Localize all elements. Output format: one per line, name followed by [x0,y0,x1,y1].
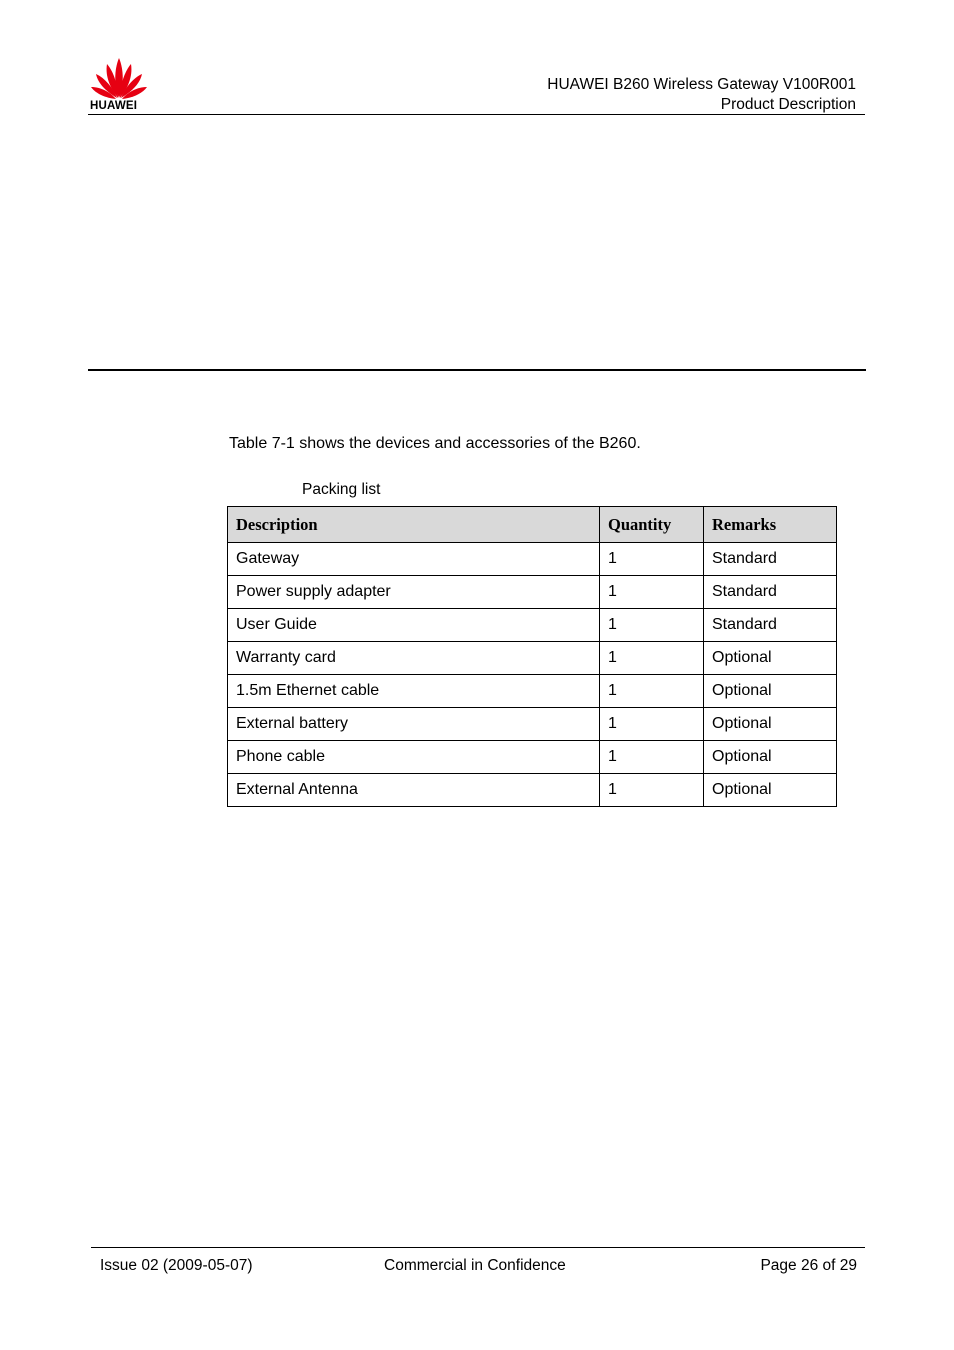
cell-remarks: Optional [704,675,837,708]
cell-quantity: 1 [600,609,704,642]
cell-quantity: 1 [600,642,704,675]
cell-description: Gateway [228,543,600,576]
table-row [228,543,837,576]
table-row [228,675,837,708]
cell-description: Warranty card [228,642,600,675]
header-divider [88,114,865,115]
cell-quantity: 1 [600,543,704,576]
cell-quantity: 1 [600,741,704,774]
cell-description: External battery [228,708,600,741]
cell-quantity: 1 [600,708,704,741]
table-row [228,741,837,774]
logo-wordmark: HUAWEI [90,100,138,112]
document-header-title [547,75,856,115]
header-document-type: Product Description [720,96,856,113]
cell-quantity: 1 [600,675,704,708]
table-row [228,708,837,741]
cell-description: 1.5m Ethernet cable [228,675,600,708]
cell-remarks: Optional [704,708,837,741]
packing-list-table [227,506,837,807]
column-header-description: Description [228,507,600,543]
table-row [228,609,837,642]
huawei-logo-icon [90,56,148,100]
huawei-logo [88,56,150,114]
cell-description: Power supply adapter [228,576,600,609]
section-divider [88,369,866,371]
cell-quantity: 1 [600,774,704,807]
cell-description: Phone cable [228,741,600,774]
cell-remarks: Standard [704,609,837,642]
column-header-remarks: Remarks [704,507,837,543]
header-product-name: HUAWEI B260 Wireless Gateway V100R001 [547,76,856,93]
cell-remarks: Optional [704,741,837,774]
cell-description: External Antenna [228,774,600,807]
column-header-quantity: Quantity [600,507,704,543]
table-caption: Packing list [302,481,381,498]
table-row [228,576,837,609]
footer-issue: Issue 02 (2009-05-07) [100,1257,253,1274]
footer-divider [91,1247,865,1248]
cell-remarks: Standard [704,543,837,576]
table-header-row [228,507,837,543]
footer-confidentiality: Commercial in Confidence [384,1257,566,1274]
table-row [228,774,837,807]
cell-quantity: 1 [600,576,704,609]
table-row [228,642,837,675]
intro-paragraph: Table 7-1 shows the devices and accessories of the B260. [229,435,641,452]
cell-description: User Guide [228,609,600,642]
cell-remarks: Standard [704,576,837,609]
footer-page-number: Page 26 of 29 [760,1257,857,1274]
cell-remarks: Optional [704,774,837,807]
cell-remarks: Optional [704,642,837,675]
